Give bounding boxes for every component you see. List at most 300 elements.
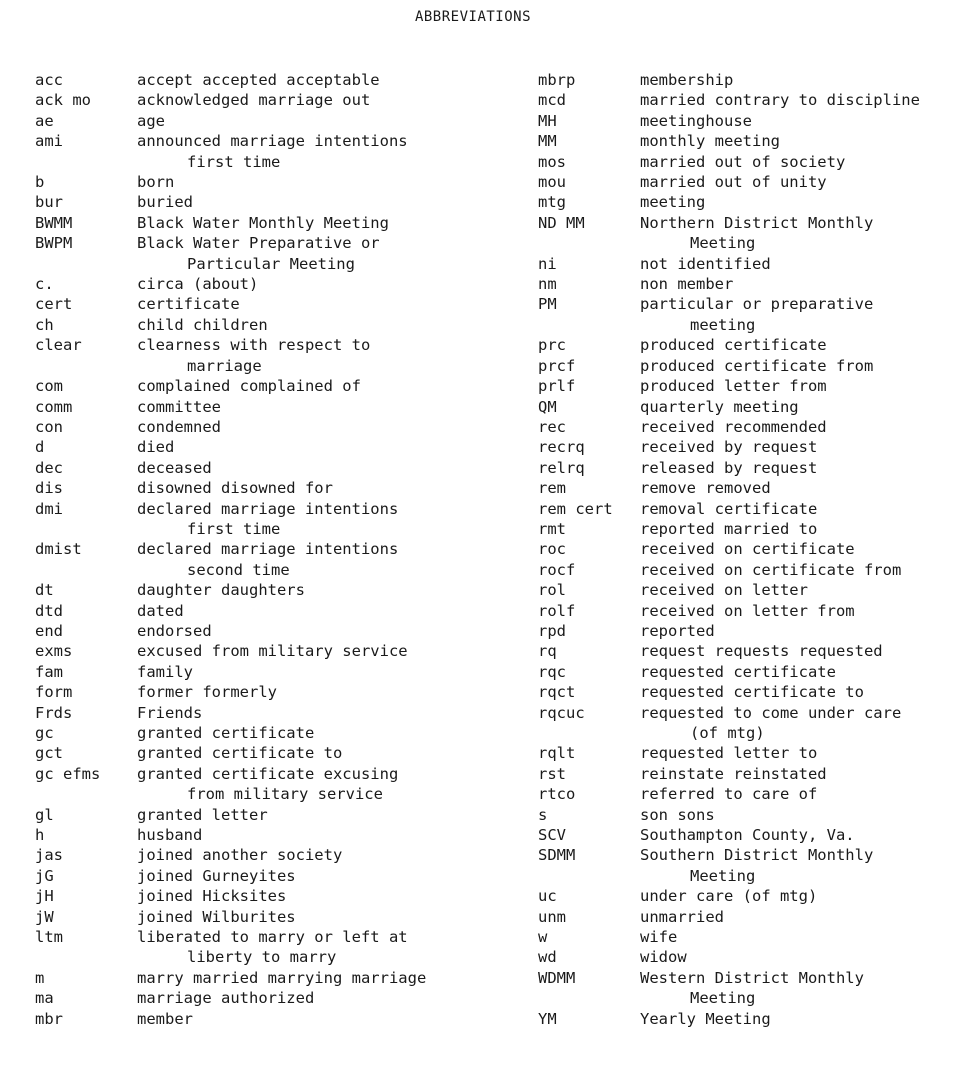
abbreviation-entry xyxy=(35,845,426,865)
definition xyxy=(137,417,221,437)
definition xyxy=(137,111,165,131)
definition xyxy=(640,560,901,580)
definition xyxy=(137,458,212,478)
definition-line: requested to come under care xyxy=(640,703,902,722)
definition xyxy=(640,397,799,417)
abbreviation: relrq xyxy=(538,458,585,477)
definition-line: granted letter xyxy=(137,805,268,824)
abbreviation-entry xyxy=(35,988,426,1008)
definition-line: Meeting xyxy=(690,234,756,253)
abbreviation: ni xyxy=(538,254,557,273)
definition-line: condemned xyxy=(137,417,221,436)
page-title: ABBREVIATIONS xyxy=(414,9,532,25)
abbreviation: ack mo xyxy=(35,91,91,110)
abbreviation: ma xyxy=(35,989,54,1008)
abbreviation-entry xyxy=(35,315,426,335)
definition-line: accept accepted acceptable xyxy=(137,71,380,89)
abbreviation-entry xyxy=(538,764,920,784)
definition xyxy=(137,703,202,723)
definition-line: dated xyxy=(137,601,184,620)
abbreviation-entry xyxy=(35,601,426,621)
abbreviation-entry xyxy=(538,927,920,947)
definition xyxy=(640,213,873,254)
abbreviation: jG xyxy=(35,866,54,885)
abbreviation-entry xyxy=(538,641,920,661)
abbreviation-entry xyxy=(538,213,920,254)
abbreviation: jW xyxy=(35,907,54,926)
abbreviation: s xyxy=(538,805,548,824)
abbreviation-entry xyxy=(538,601,920,621)
definition-line: reported xyxy=(640,621,715,640)
abbreviation: rmt xyxy=(538,519,566,538)
definition xyxy=(137,907,296,927)
abbreviation-entry xyxy=(35,274,426,294)
definition xyxy=(137,764,398,805)
abbreviation: ch xyxy=(35,315,54,334)
definition-line: son sons xyxy=(640,805,715,824)
definition-line: request requests requested xyxy=(640,642,883,661)
abbreviation: YM xyxy=(538,1009,557,1028)
definition-line: meeting xyxy=(640,193,706,212)
abbreviation-entry xyxy=(538,682,920,702)
definition-line: from military service xyxy=(187,785,383,804)
definition xyxy=(137,845,342,865)
definition-line: marriage xyxy=(187,356,262,375)
definition-line: disowned disowned for xyxy=(137,479,333,498)
definition-line: membership xyxy=(640,71,734,89)
abbreviation-entry xyxy=(538,397,920,417)
definition-line: produced certificate xyxy=(640,336,827,355)
definition xyxy=(640,499,817,519)
abbreviation: WDMM xyxy=(538,968,576,987)
definition-line: not identified xyxy=(640,254,771,273)
abbreviation-entry xyxy=(538,580,920,600)
abbreviation: gc efms xyxy=(35,764,101,783)
abbreviation-entry xyxy=(35,437,426,457)
abbreviation-entry xyxy=(35,703,426,723)
abbreviation: mbrp xyxy=(538,71,576,89)
abbreviation: unm xyxy=(538,907,566,926)
abbreviation-entry xyxy=(538,131,920,151)
abbreviation-entry xyxy=(538,90,920,110)
definition-line: married out of society xyxy=(640,152,846,171)
abbreviation-entry xyxy=(538,478,920,498)
abbreviation: rem xyxy=(538,479,566,498)
definition-line: liberated to marry or left at xyxy=(137,928,408,947)
abbreviation-entry xyxy=(538,703,920,744)
definition xyxy=(640,478,771,498)
definition xyxy=(137,499,398,540)
abbreviation-entry xyxy=(538,437,920,457)
definition-line: requested letter to xyxy=(640,744,818,763)
abbreviation-entry xyxy=(538,417,920,437)
abbreviation-entry xyxy=(538,539,920,559)
definition xyxy=(640,682,864,702)
definition xyxy=(137,376,361,396)
definition xyxy=(137,988,314,1008)
abbreviation-entry xyxy=(538,152,920,172)
abbreviation-entry xyxy=(35,192,426,212)
definition-line: released by request xyxy=(640,458,818,477)
abbreviation: rec xyxy=(538,417,566,436)
definition xyxy=(137,70,380,90)
abbreviation: prc xyxy=(538,336,566,355)
abbreviation-entry xyxy=(35,70,426,90)
abbreviation: ami xyxy=(35,132,63,151)
definition xyxy=(137,805,268,825)
definition-line: produced certificate from xyxy=(640,356,874,375)
abbreviation-entry xyxy=(538,825,920,845)
definition-line: meeting xyxy=(690,315,756,334)
abbreviation: bur xyxy=(35,193,63,212)
abbreviation: rtco xyxy=(538,785,576,804)
abbreviation-entry xyxy=(538,947,920,967)
definition xyxy=(640,907,724,927)
abbreviation: dt xyxy=(35,581,54,600)
abbreviation-entry xyxy=(35,866,426,886)
abbreviation-entry xyxy=(538,335,920,355)
definition xyxy=(137,866,296,886)
abbreviation-entry xyxy=(538,519,920,539)
abbreviation-entry xyxy=(538,274,920,294)
definition-line: declared marriage intentions xyxy=(137,499,399,518)
definition-line: received on letter xyxy=(640,581,808,600)
abbreviation-entry xyxy=(35,417,426,437)
definition-line: died xyxy=(137,438,175,457)
definition-line: granted certificate xyxy=(137,724,315,742)
abbreviation-entry xyxy=(538,192,920,212)
abbreviation-entry xyxy=(35,335,426,376)
abbreviation: cert xyxy=(35,295,73,314)
abbreviation-entry xyxy=(35,233,426,274)
abbreviation-entry xyxy=(35,723,426,743)
abbreviation: MM xyxy=(538,132,557,151)
abbreviation: dmist xyxy=(35,540,82,559)
abbreviation-entry xyxy=(538,621,920,641)
definition-line: age xyxy=(137,111,165,130)
definition-line: daughter daughters xyxy=(137,581,305,600)
definition-line: endorsed xyxy=(137,621,212,640)
abbreviation: d xyxy=(35,438,45,457)
abbreviation: MH xyxy=(538,111,557,130)
definition xyxy=(137,927,408,968)
definition xyxy=(640,580,808,600)
abbreviation-entry xyxy=(35,641,426,661)
definition xyxy=(640,703,901,744)
definition xyxy=(640,376,827,396)
abbreviation: mtg xyxy=(538,193,566,212)
definition-line: clearness with respect to xyxy=(137,336,371,355)
abbreviation: SCV xyxy=(538,826,566,845)
definition-line: born xyxy=(137,173,175,192)
abbreviation-entry xyxy=(35,621,426,641)
definition xyxy=(137,274,258,294)
definition-line: removal certificate xyxy=(640,499,818,518)
definition xyxy=(640,539,855,559)
definition-line: received on certificate xyxy=(640,540,855,559)
definition-line: acknowledged marriage out xyxy=(137,91,371,110)
definition-line: child children xyxy=(137,315,268,334)
definition-line: requested certificate xyxy=(640,662,836,681)
definition-line: marriage authorized xyxy=(137,989,315,1008)
definition xyxy=(640,641,883,661)
definition-line: Black Water Preparative or xyxy=(137,234,380,253)
abbreviation-entry xyxy=(538,70,920,90)
abbreviation: end xyxy=(35,621,63,640)
abbreviation-entry xyxy=(538,172,920,192)
abbreviation: rq xyxy=(538,642,557,661)
abbreviation-entry xyxy=(35,886,426,906)
abbreviation: rst xyxy=(538,764,566,783)
abbreviation-entry xyxy=(35,825,426,845)
definition xyxy=(137,1009,193,1029)
abbreviation-entry xyxy=(35,499,426,540)
abbreviation: BWMM xyxy=(35,213,73,232)
abbreviation: rem cert xyxy=(538,499,613,518)
definition-line: produced letter from xyxy=(640,377,827,396)
abbreviation: dec xyxy=(35,458,63,477)
definition xyxy=(640,1009,771,1029)
definition-line: Meeting xyxy=(690,866,756,885)
definition xyxy=(640,335,827,355)
definition-line: deceased xyxy=(137,458,212,477)
abbreviation-entry xyxy=(35,172,426,192)
definition xyxy=(640,192,705,212)
abbreviation-entry xyxy=(35,805,426,825)
definition xyxy=(640,743,817,763)
abbreviation-entry xyxy=(538,294,920,335)
left-column xyxy=(35,70,426,1029)
abbreviation: mou xyxy=(538,173,566,192)
definition-line: married contrary to discipline xyxy=(640,91,920,110)
definition xyxy=(137,397,221,417)
definition-line: joined Wilburites xyxy=(137,907,296,926)
definition-line: Yearly Meeting xyxy=(640,1009,771,1028)
abbreviation-entry xyxy=(35,294,426,314)
definition xyxy=(137,641,408,661)
definition xyxy=(137,213,389,233)
definition-line: unmarried xyxy=(640,907,724,926)
abbreviation-entry xyxy=(35,376,426,396)
abbreviation: w xyxy=(538,928,548,947)
abbreviation-entry xyxy=(35,927,426,968)
definition-line: Northern District Monthly xyxy=(640,213,874,232)
abbreviation: gl xyxy=(35,805,54,824)
abbreviation: prcf xyxy=(538,356,576,375)
abbreviation: gct xyxy=(35,744,63,763)
definition-line: marry married marrying marriage xyxy=(137,968,427,987)
definition xyxy=(137,335,370,376)
definition xyxy=(640,294,873,335)
abbreviation: comm xyxy=(35,397,73,416)
abbreviation-entry xyxy=(35,682,426,702)
definition xyxy=(640,90,920,110)
abbreviation-entry xyxy=(538,376,920,396)
definition-line: excused from military service xyxy=(137,642,408,661)
definition-line: widow xyxy=(640,948,687,967)
abbreviation: dis xyxy=(35,479,63,498)
abbreviation-entry xyxy=(538,356,920,376)
definition-line: monthly meeting xyxy=(640,132,780,151)
abbreviation: SDMM xyxy=(538,846,576,865)
abbreviation: Frds xyxy=(35,703,73,722)
abbreviation: b xyxy=(35,173,45,192)
abbreviation: rolf xyxy=(538,601,576,620)
abbreviation-entry xyxy=(35,458,426,478)
abbreviation-entry xyxy=(35,968,426,988)
definition xyxy=(137,233,380,274)
abbreviation: mbr xyxy=(35,1009,63,1028)
definition-line: received on letter from xyxy=(640,601,855,620)
definition-line: reinstate reinstated xyxy=(640,764,827,783)
definition-line: meetinghouse xyxy=(640,111,752,130)
definition-line: first time xyxy=(187,152,281,171)
definition xyxy=(640,927,677,947)
definition xyxy=(137,437,174,457)
definition-line: Southampton County, Va. xyxy=(640,826,855,845)
definition xyxy=(137,723,314,743)
definition-line: second time xyxy=(187,560,290,579)
abbreviation: wd xyxy=(538,948,557,967)
definition-line: received by request xyxy=(640,438,818,457)
abbreviation: prlf xyxy=(538,377,576,396)
abbreviation-entry xyxy=(538,662,920,682)
abbreviation-entry xyxy=(538,499,920,519)
abbreviation-entry xyxy=(538,1009,920,1029)
definition-line: certificate xyxy=(137,295,240,314)
abbreviation: h xyxy=(35,826,45,845)
definition xyxy=(640,437,817,457)
definition-line: referred to care of xyxy=(640,785,818,804)
definition-line: Friends xyxy=(137,703,203,722)
abbreviation-entry xyxy=(35,478,426,498)
definition-line: Southern District Monthly xyxy=(640,846,874,865)
definition-line: buried xyxy=(137,193,193,212)
definition xyxy=(137,601,184,621)
definition xyxy=(137,539,398,580)
definition-line: wife xyxy=(640,928,678,947)
abbreviation: clear xyxy=(35,336,82,355)
definition-line: granted certificate to xyxy=(137,744,343,763)
abbreviation: rpd xyxy=(538,621,566,640)
definition xyxy=(640,254,771,274)
definition xyxy=(137,294,240,314)
definition xyxy=(137,743,342,763)
abbreviation-entry xyxy=(538,458,920,478)
definition xyxy=(640,662,836,682)
definition xyxy=(640,764,827,784)
definition xyxy=(640,947,687,967)
abbreviation: rol xyxy=(538,581,566,600)
definition-line: Black Water Monthly Meeting xyxy=(137,213,389,232)
definition xyxy=(137,968,426,988)
abbreviation-entry xyxy=(538,560,920,580)
definition xyxy=(137,580,305,600)
definition xyxy=(640,172,827,192)
abbreviation: ae xyxy=(35,111,54,130)
abbreviation: m xyxy=(35,968,45,987)
definition xyxy=(137,662,193,682)
definition-line: quarterly meeting xyxy=(640,397,799,416)
abbreviation: gc xyxy=(35,724,54,742)
definition xyxy=(640,458,817,478)
definition xyxy=(640,417,827,437)
definition xyxy=(137,90,370,110)
definition-line: Meeting xyxy=(690,989,756,1008)
abbreviation-entry xyxy=(35,907,426,927)
abbreviation-entry xyxy=(538,907,920,927)
abbreviation: rqlt xyxy=(538,744,576,763)
definition-line: Particular Meeting xyxy=(187,254,355,273)
definition xyxy=(137,131,408,172)
abbreviation-entry xyxy=(538,111,920,131)
abbreviation-entry xyxy=(35,539,426,580)
abbreviation-entry xyxy=(35,213,426,233)
definition-line: Western District Monthly xyxy=(640,968,864,987)
definition xyxy=(640,601,855,621)
definition xyxy=(640,519,817,539)
abbreviation: rocf xyxy=(538,560,576,579)
definition xyxy=(137,172,174,192)
definition xyxy=(640,152,845,172)
definition-line: committee xyxy=(137,397,221,416)
abbreviation-entry xyxy=(538,968,920,1009)
abbreviation: uc xyxy=(538,887,557,906)
definition xyxy=(137,886,286,906)
abbreviation: BWPM xyxy=(35,234,73,253)
definition xyxy=(640,621,715,641)
definition-line: married out of unity xyxy=(640,173,827,192)
definition-line: particular or preparative xyxy=(640,295,874,314)
abbreviation: QM xyxy=(538,397,557,416)
abbreviation: nm xyxy=(538,275,557,294)
abbreviation: exms xyxy=(35,642,73,661)
abbreviation: form xyxy=(35,683,73,702)
abbreviation-entry xyxy=(35,131,426,172)
definition xyxy=(640,845,873,886)
abbreviation-entry xyxy=(35,580,426,600)
abbreviation-entry xyxy=(35,111,426,131)
abbreviation: c. xyxy=(35,275,54,294)
definition-line: received recommended xyxy=(640,417,827,436)
definition-line: under care (of mtg) xyxy=(640,887,818,906)
definition xyxy=(137,315,268,335)
abbreviation: PM xyxy=(538,295,557,314)
definition-line: first time xyxy=(187,519,281,538)
abbreviation: ND MM xyxy=(538,213,585,232)
definition xyxy=(640,274,733,294)
definition-line: joined Gurneyites xyxy=(137,866,296,885)
abbreviation: com xyxy=(35,377,63,396)
abbreviation-entry xyxy=(538,784,920,804)
definition-line: circa (about) xyxy=(137,275,259,294)
abbreviation: mcd xyxy=(538,91,566,110)
abbreviation: fam xyxy=(35,662,63,681)
abbreviation: rqcuc xyxy=(538,703,585,722)
definition-line: joined another society xyxy=(137,846,343,865)
definition-line: family xyxy=(137,662,193,681)
definition-line: liberty to marry xyxy=(187,948,337,967)
definition xyxy=(640,131,780,151)
definition xyxy=(640,968,864,1009)
definition-line: (of mtg) xyxy=(690,724,765,742)
definition xyxy=(137,682,277,702)
abbreviation: ltm xyxy=(35,928,63,947)
definition xyxy=(640,886,817,906)
abbreviation: acc xyxy=(35,71,63,89)
abbreviation-entry xyxy=(35,1009,426,1029)
definition-line: reported married to xyxy=(640,519,818,538)
